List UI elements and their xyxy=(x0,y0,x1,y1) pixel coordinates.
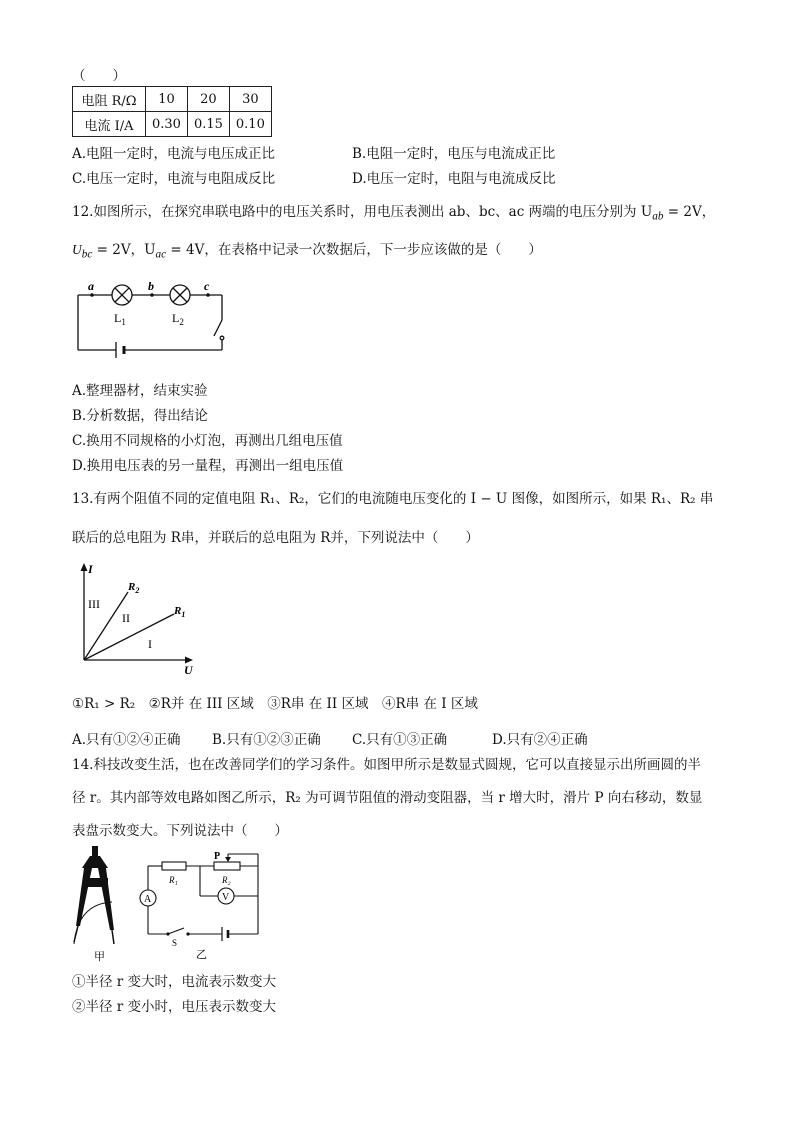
q11-option-a[interactable]: A.电阻一定时，电流与电压成正比 xyxy=(72,146,276,162)
q12-circuit-diagram xyxy=(70,276,230,360)
q11-option-c[interactable]: C.电压一定时，电流与电阻成反比 xyxy=(72,171,276,187)
q11-answer-bracket: （ ） xyxy=(72,68,126,84)
q12-sub-ac: ac xyxy=(155,248,167,261)
compass-hinge xyxy=(82,856,108,868)
label-l1-main: L xyxy=(114,311,122,325)
label-jia: 甲 xyxy=(94,951,105,963)
label-r1: R₁ xyxy=(169,875,178,885)
q12-option-c[interactable]: C.换用不同规格的小灯泡，再测出几组电压值 xyxy=(72,433,343,449)
axis-label-i: I xyxy=(88,562,93,576)
q14-statement-1: ①半径 r 变大时，电流表示数变大 xyxy=(72,974,277,990)
compass-handle xyxy=(92,846,98,856)
q12-option-b[interactable]: B.分析数据，得出结论 xyxy=(72,408,208,424)
slider-r2 xyxy=(214,862,240,870)
compass-display xyxy=(86,878,108,887)
table-cell: 20 xyxy=(187,87,229,112)
label-r2-sub: 2 xyxy=(135,586,140,595)
q14-stem-line3: 表盘示数变大。下列说法中（ ） xyxy=(72,823,288,839)
q12-option-a[interactable]: A.整理器材，结束实验 xyxy=(72,383,208,399)
region-iii: III xyxy=(88,597,100,611)
q12-stem-text: 12.如图所示，在探究串联电路中的电压关系时，用电压表测出 ab、bc、ac 两端的电压分别为 U xyxy=(72,204,653,220)
q14-stem-line2: 径 r。其内部等效电路如图乙所示，R₂ 为可调节阻值的滑动变阻器，当 r 增大时，滑片 P 向右移动，数显 xyxy=(72,790,703,806)
compass-left-leg xyxy=(76,868,92,926)
switch-label: S xyxy=(172,938,178,948)
region-ii: II xyxy=(122,611,130,625)
q13-iu-graph xyxy=(70,560,200,676)
label-r2: R₂ xyxy=(222,875,231,885)
label-c: c xyxy=(204,279,210,293)
table-cell: 10 xyxy=(146,87,188,112)
table-header-resistance: 电阻 R/Ω xyxy=(73,87,146,112)
slider-arrow xyxy=(225,857,231,862)
q12-stem-end2: = 4V，在表格中记录一次数据后，下一步应该做的是（ ） xyxy=(166,242,542,258)
table-row xyxy=(73,112,272,137)
table-cell: 0.15 xyxy=(187,112,229,137)
q13-statements: ①R₁ > R₂ ②R并 在 III 区域 ③R串 在 II 区域 ④R串 在 I 区域 xyxy=(72,696,478,712)
q12-u-ac: = 2V，U xyxy=(92,242,156,258)
label-l2-main: L xyxy=(172,311,180,325)
compass-figure xyxy=(70,846,130,964)
label-r2-main: R xyxy=(128,581,136,593)
label-r1 xyxy=(173,605,185,619)
label-r1-main: R xyxy=(174,605,182,617)
q12-sub-bc: bc xyxy=(81,248,93,261)
q14-circuit-diagram xyxy=(138,850,264,962)
y-axis-arrow xyxy=(81,563,88,571)
q13-option-b[interactable]: B.只有①②③正确 xyxy=(212,732,321,748)
label-b: b xyxy=(148,279,154,293)
label-l1-sub: 1 xyxy=(121,317,126,327)
label-p: P xyxy=(214,851,221,862)
q11-data-table xyxy=(72,86,272,137)
q12-option-d[interactable]: D.换用电压表的另一量程，再测出一组电压值 xyxy=(72,458,344,474)
compass-right-leg xyxy=(98,868,114,930)
table-cell: 30 xyxy=(229,87,271,112)
voltmeter-label: V xyxy=(222,892,230,903)
q13-stem-line2: 联后的总电阻为 R串，并联后的总电阻为 R并，下列说法中（ ） xyxy=(72,530,479,546)
q12-u-bc: U xyxy=(72,242,82,257)
table-cell: 0.30 xyxy=(146,112,188,137)
q13-stem-line1: 13.有两个阻值不同的定值电阻 R₁、R₂，它们的电流随电压变化的 I − U 图像，如图所示，如果 R₁、R₂ 串 xyxy=(72,491,714,507)
q14-statement-2: ②半径 r 变小时，电压表示数变大 xyxy=(72,999,277,1015)
q11-option-d[interactable]: D.电压一定时，电阻与电流成反比 xyxy=(352,171,556,187)
table-row xyxy=(73,87,272,112)
resistor-r1 xyxy=(162,862,186,870)
q13-option-a[interactable]: A.只有①②④正确 xyxy=(72,732,181,748)
table-cell: 0.10 xyxy=(229,112,271,137)
ammeter-label: A xyxy=(144,894,152,905)
label-l2-sub: 2 xyxy=(179,317,184,327)
q11-option-b[interactable]: B.电阻一定时，电压与电流成正比 xyxy=(352,146,556,162)
label-r2 xyxy=(127,581,139,595)
q12-stem-line1 xyxy=(72,200,715,223)
q12-sub-ab: ab xyxy=(652,210,664,223)
label-l2 xyxy=(172,311,184,327)
region-i: I xyxy=(148,637,152,651)
label-yi: 乙 xyxy=(196,949,207,961)
q12-stem-line2 xyxy=(72,238,542,261)
axis-label-u: U xyxy=(184,663,193,676)
q13-option-c[interactable]: C.只有①③正确 xyxy=(352,732,448,748)
label-l1 xyxy=(114,311,126,327)
label-a: a xyxy=(88,279,94,293)
label-r1-sub: 1 xyxy=(181,610,186,619)
q12-stem-end: = 2V， xyxy=(663,204,716,220)
q14-stem-line1: 14.科技改变生活，也在改善同学们的学习条件。如图甲所示是数显式圆规，它可以直接显示出所画圆的半 xyxy=(72,757,701,773)
table-header-current: 电流 I/A xyxy=(73,112,146,137)
q13-option-d[interactable]: D.只有②④正确 xyxy=(492,732,588,748)
